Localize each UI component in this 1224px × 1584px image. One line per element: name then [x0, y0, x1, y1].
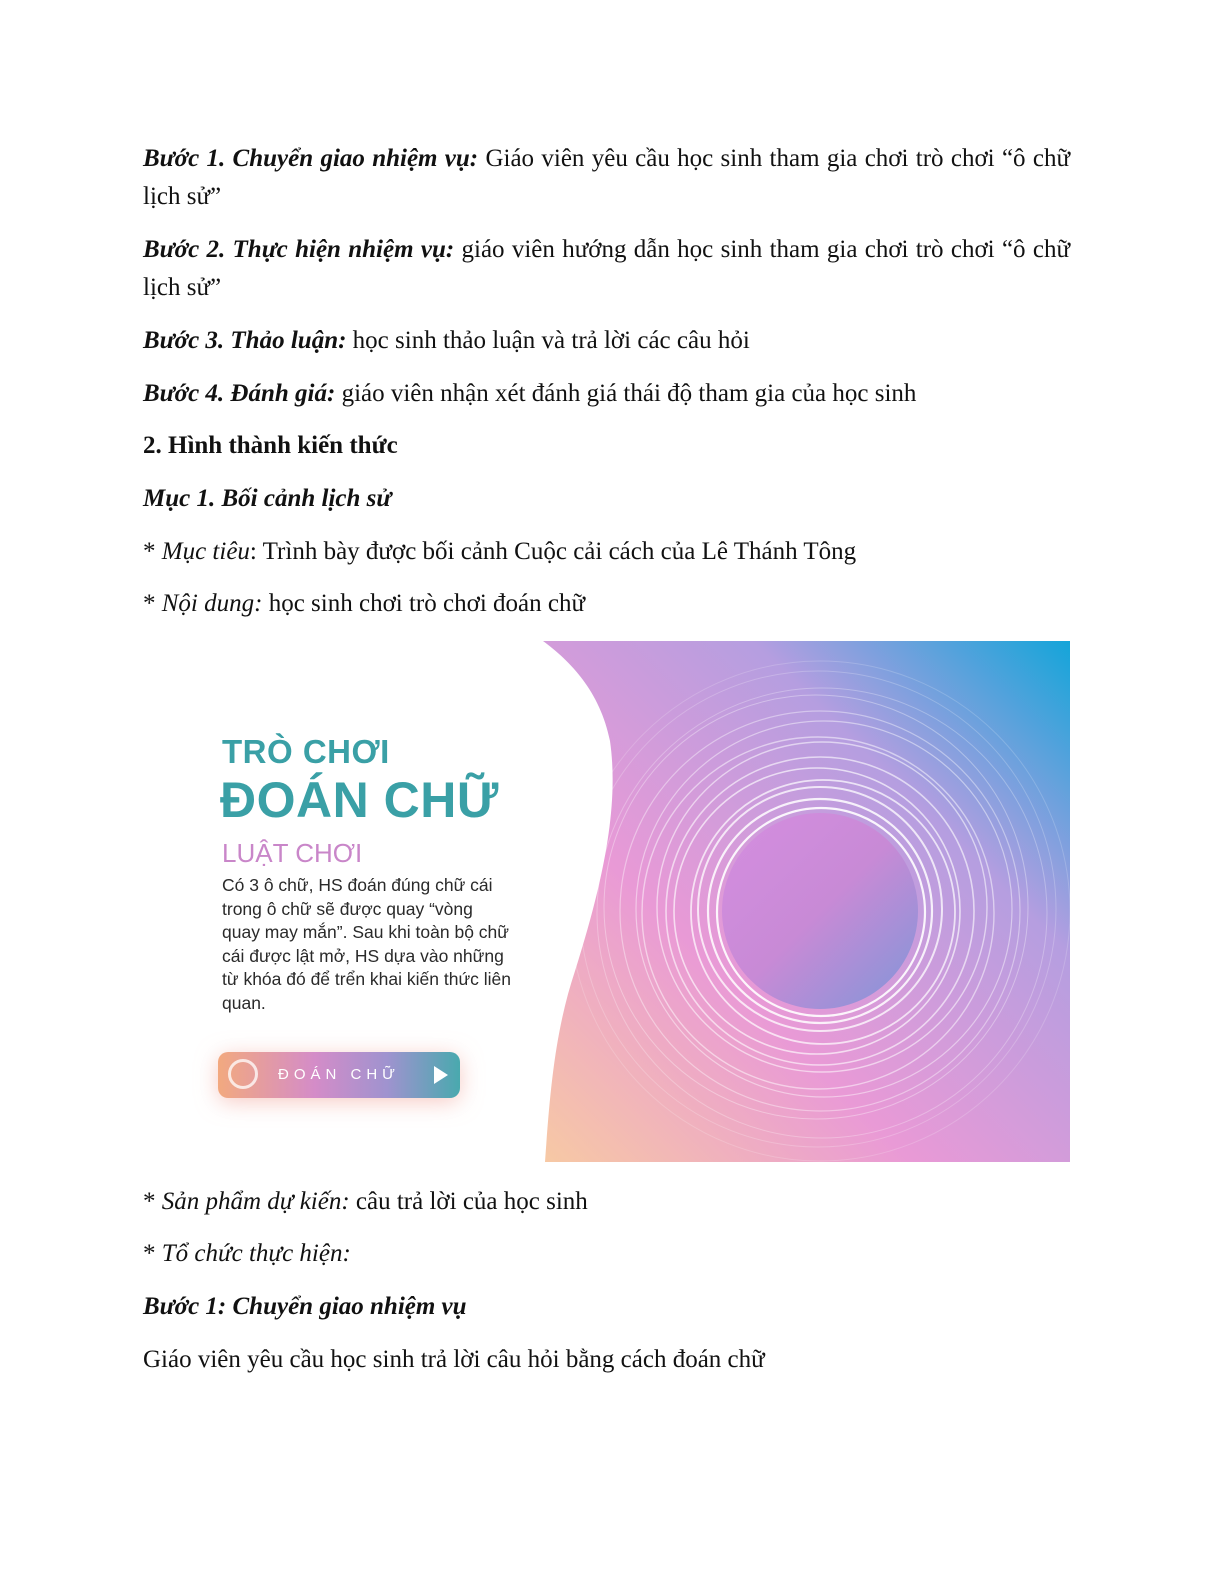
step1-paragraph: [143, 140, 1070, 216]
organization-prefix: *: [143, 1240, 162, 1267]
step4-text: giáo viên nhận xét đánh giá thái độ tham gia của học sinh: [335, 380, 917, 407]
step3-label: Bước 3. Thảo luận:: [143, 327, 347, 354]
organization-label: Tổ chức thực hiện:: [161, 1240, 351, 1267]
game-slide-image: [170, 641, 1070, 1162]
subsection-heading: Mục 1. Bối cảnh lịch sử: [143, 485, 392, 512]
content-label: Nội dung:: [161, 590, 263, 617]
step3-text: học sinh thảo luận và trả lời các câu hỏi: [346, 327, 750, 354]
final-paragraph: Giáo viên yêu cầu học sinh trả lời câu hỏi bằng cách đoán chữ: [143, 1346, 765, 1373]
objective-label: Mục tiêu: [161, 538, 250, 565]
objective-text: : Trình bày được bối cảnh Cuộc cải cách của Lê Thánh Tông: [249, 538, 857, 565]
product-text: câu trả lời của học sinh: [349, 1188, 588, 1215]
guess-word-button[interactable]: [218, 1052, 460, 1098]
product-label: Sản phẩm dự kiến:: [161, 1188, 350, 1215]
guess-word-button-label: ĐOÁN CHỮ: [278, 1066, 400, 1083]
product-prefix: *: [143, 1188, 162, 1215]
content-text: học sinh chơi trò chơi đoán chữ: [262, 590, 586, 617]
content-paragraph: [143, 585, 1070, 623]
step1-heading: Bước 1: Chuyển giao nhiệm vụ: [143, 1293, 467, 1320]
organization-paragraph: [143, 1235, 1070, 1273]
step1-text: Giáo viên yêu cầu học sinh tham gia chơi trò chơi “ô chữ lịch sử”: [143, 145, 1071, 210]
product-paragraph: [143, 1183, 1070, 1221]
section-heading: 2. Hình thành kiến thức: [143, 432, 398, 459]
slide-title-line1: TRÒ CHƠI: [222, 733, 390, 770]
rules-text: Có 3 ô chữ, HS đoán đúng chữ cái trong ô chữ sẽ được quay “vòng quay may mắn”. Sau khi toàn bộ chữ cái được lật mở, HS dựa vào những từ khóa đó để trển khai kiến thức liên quan.: [222, 875, 512, 1013]
step3-paragraph: [143, 322, 1070, 360]
objective-prefix: *: [143, 538, 162, 565]
slide-title-line2: ĐOÁN CHỮ: [220, 772, 499, 828]
step4-label: Bước 4. Đánh giá:: [143, 380, 336, 407]
objective-paragraph: [143, 533, 1070, 571]
play-icon: [430, 1064, 452, 1086]
step4-paragraph: [143, 375, 1070, 413]
step2-label: Bước 2. Thực hiện nhiệm vụ:: [143, 236, 455, 263]
step1-label: Bước 1. Chuyển giao nhiệm vụ:: [143, 145, 479, 172]
rules-title: LUẬT CHƠI: [222, 838, 363, 868]
step2-paragraph: [143, 231, 1070, 307]
step2-text: giáo viên hướng dẫn học sinh tham gia chơi trò chơi “ô chữ lịch sử”: [143, 236, 1070, 301]
ring-icon: [228, 1059, 258, 1089]
content-prefix: *: [143, 590, 162, 617]
